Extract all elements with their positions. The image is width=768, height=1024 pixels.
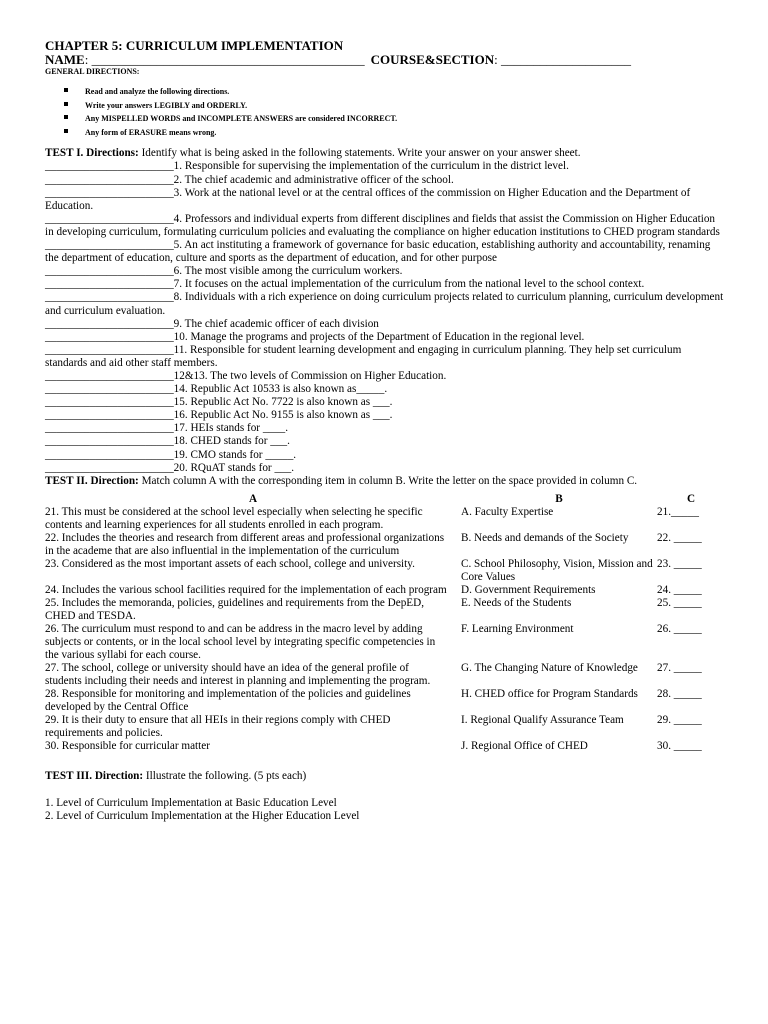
column-c-cell[interactable]: 28. _____ xyxy=(657,687,702,700)
bullet-square-icon xyxy=(64,102,68,106)
column-c-cell[interactable]: 30. _____ xyxy=(657,739,702,752)
answer-blank[interactable]: _______________________ xyxy=(45,186,174,199)
direction-item: Write your answers LEGIBLY and ORDERLY. xyxy=(64,99,725,113)
question-text: 17. HEIs stands for ____. xyxy=(173,422,289,435)
column-b-cell: E. Needs of the Students xyxy=(461,596,572,609)
question-text: 6. The most visible among the curriculum workers. xyxy=(173,265,403,278)
answer-blank[interactable]: _______________________ xyxy=(45,383,174,396)
column-b-cell: C. School Philosophy, Vision, Mission and Core Values xyxy=(461,557,653,583)
answer-blank[interactable]: _______________________ xyxy=(45,435,174,448)
test1-instruction: Identify what is being asked in the following statements. Write your answer on your answer sheet. xyxy=(141,147,581,160)
column-b-cell: F. Learning Environment xyxy=(461,622,574,635)
column-b-cell: H. CHED office for Program Standards xyxy=(461,687,638,700)
column-a-cell: 30. Responsible for curricular matter xyxy=(45,739,210,752)
test2-heading: TEST II. Direction: xyxy=(45,474,139,487)
question-text: 1. Responsible for supervising the implementation of the curriculum in the district level. xyxy=(173,160,569,173)
column-c-cell[interactable]: 27. _____ xyxy=(657,661,702,674)
answer-blank[interactable]: _______________________ xyxy=(45,448,174,461)
name-course-row xyxy=(45,53,725,67)
test1-question xyxy=(45,344,725,370)
test1-question xyxy=(45,174,725,187)
test1-directions xyxy=(45,147,725,160)
column-c-cell[interactable]: 24. _____ xyxy=(657,583,702,596)
matching-header-row xyxy=(45,493,725,506)
column-b-cell: J. Regional Office of CHED xyxy=(461,739,588,752)
question-text: 19. CMO stands for _____. xyxy=(173,448,297,461)
course-label: COURSE&SECTION xyxy=(370,52,495,67)
column-b-cell: G. The Changing Nature of Knowledge xyxy=(461,661,638,674)
question-text: 5. An act instituting a framework of governance for basic education, establishing authority and accountability, renaming the department of education, culture and sports as the department of education, and for other purpose xyxy=(45,239,711,265)
column-b-header: B xyxy=(555,492,563,505)
column-b-cell: B. Needs and demands of the Society xyxy=(461,531,629,544)
answer-blank[interactable]: _______________________ xyxy=(45,212,174,225)
test3-item: 1. Level of Curriculum Implementation at Basic Education Level xyxy=(45,796,337,809)
name-label: NAME xyxy=(45,52,85,67)
column-a-cell: 21. This must be considered at the school level especially when selecting he specific contents and learning experiences for all students enrolled in each program. xyxy=(45,505,423,531)
direction-item: Any MISPELLED WORDS and INCOMPLETE ANSWERS are considered INCORRECT. xyxy=(64,112,725,126)
matching-row xyxy=(45,532,725,558)
name-colon: : xyxy=(84,52,92,67)
question-text: 10. Manage the programs and projects of the Department of Education in the regional level. xyxy=(173,330,585,343)
matching-row xyxy=(45,623,725,662)
test1-question xyxy=(45,370,725,383)
column-a-cell: 26. The curriculum must respond to and can be address in the macro level by adding subjects or contents, or in the local school level by integrating specific competencies in the various syllabi for each course. xyxy=(45,622,436,661)
column-c-cell[interactable]: 29. _____ xyxy=(657,713,702,726)
matching-body xyxy=(45,506,725,753)
course-colon: : xyxy=(494,52,501,67)
test1-question xyxy=(45,422,725,435)
test1-question xyxy=(45,318,725,331)
directions-list xyxy=(45,85,725,139)
test1-section xyxy=(45,147,725,474)
question-text: 18. CHED stands for ___. xyxy=(173,435,290,448)
answer-blank[interactable]: _______________________ xyxy=(45,173,174,186)
column-c-cell[interactable]: 26. _____ xyxy=(657,622,702,635)
test1-question xyxy=(45,213,725,239)
test1-question xyxy=(45,239,725,265)
test1-question xyxy=(45,462,725,475)
answer-blank[interactable]: _______________________ xyxy=(45,422,174,435)
test1-question xyxy=(45,449,725,462)
bullet-square-icon xyxy=(64,115,68,119)
question-text: 16. Republic Act No. 9155 is also known as ___. xyxy=(173,409,393,422)
column-a-header: A xyxy=(248,492,258,505)
test1-question xyxy=(45,278,725,291)
matching-row xyxy=(45,740,725,753)
answer-blank[interactable]: _______________________ xyxy=(45,409,174,422)
answer-blank[interactable]: _______________________ xyxy=(45,369,174,382)
test2-instruction: Match column A with the corresponding item in column B. Write the letter on the space provided in column C. xyxy=(141,474,638,487)
answer-blank[interactable]: _______________________ xyxy=(45,343,174,356)
column-b-cell: A. Faculty Expertise xyxy=(461,505,554,518)
bullet-square-icon xyxy=(64,129,68,133)
test1-question xyxy=(45,160,725,173)
column-b-cell: D. Government Requirements xyxy=(461,583,596,596)
answer-blank[interactable]: _______________________ xyxy=(45,461,174,474)
answer-blank[interactable]: _______________________ xyxy=(45,291,174,304)
worksheet-page xyxy=(45,39,725,823)
matching-table xyxy=(45,493,725,753)
matching-row xyxy=(45,662,725,688)
bullet-square-icon xyxy=(64,88,68,92)
column-a-cell: 24. Includes the various school facilities required for the implementation of each program xyxy=(45,583,447,596)
test1-question xyxy=(45,265,725,278)
matching-row xyxy=(45,506,725,532)
course-line: ____________________ xyxy=(501,52,631,67)
answer-blank[interactable]: _______________________ xyxy=(45,396,174,409)
test3-section xyxy=(45,770,725,823)
test1-question xyxy=(45,396,725,409)
question-text: 14. Republic Act 10533 is also known as_____. xyxy=(173,383,388,396)
name-line: __________________________________________ xyxy=(91,52,365,67)
answer-blank[interactable]: _______________________ xyxy=(45,317,174,330)
answer-blank[interactable]: _______________________ xyxy=(45,239,174,252)
test3-directions xyxy=(45,770,725,783)
matching-row xyxy=(45,558,725,584)
answer-blank[interactable]: _______________________ xyxy=(45,160,174,173)
general-directions-label: GENERAL DIRECTIONS: xyxy=(45,67,140,76)
question-text: 8. Individuals with a rich experience on doing curriculum projects related to curriculum planning, curriculum development and curriculum evaluation. xyxy=(45,291,724,317)
column-c-header: C xyxy=(686,492,696,505)
question-text: 12&13. The two levels of Commission on Higher Education. xyxy=(173,369,447,382)
column-a-cell: 25. Includes the memoranda, policies, guidelines and requirements from the DepED, CHED and TESDA. xyxy=(45,596,425,622)
chapter-title: CHAPTER 5: CURRICULUM IMPLEMENTATION xyxy=(45,38,344,53)
test3-instruction: Illustrate the following. (5 pts each) xyxy=(145,769,307,782)
test3-heading: TEST III. Direction: xyxy=(45,769,144,782)
test2-directions xyxy=(45,475,725,488)
column-c-cell[interactable]: 23. _____ xyxy=(657,557,702,570)
column-b-cell: I. Regional Qualify Assurance Team xyxy=(461,713,624,726)
column-c-cell[interactable]: 22. _____ xyxy=(657,531,702,544)
question-text: 20. RQuAT stands for ___. xyxy=(173,461,295,474)
question-text: 4. Professors and individual experts from different disciplines and fields that assist the Commission on Higher Education in developing curriculum, formulating curriculum policies and evaluating the compliance on higher education institutions to CHED program standards xyxy=(45,212,720,238)
direction-item: Any form of ERASURE means wrong. xyxy=(64,126,725,140)
answer-blank[interactable]: _______________________ xyxy=(45,330,174,343)
question-text: 3. Work at the national level or at the central offices of the commission on Higher Education and the Department of Education. xyxy=(45,186,691,212)
test1-question xyxy=(45,187,725,213)
question-text: 7. It focuses on the actual implementation of the curriculum from the national level to the school context. xyxy=(173,278,645,291)
test1-question xyxy=(45,435,725,448)
test1-question xyxy=(45,409,725,422)
answer-blank[interactable]: _______________________ xyxy=(45,265,174,278)
matching-row xyxy=(45,688,725,714)
test3-items xyxy=(45,797,725,823)
test1-question xyxy=(45,331,725,344)
test2-section xyxy=(45,475,725,753)
column-a-cell: 28. Responsible for monitoring and implementation of the policies and guidelines developed by the Central Office xyxy=(45,687,411,713)
column-c-cell[interactable]: 25. _____ xyxy=(657,596,702,609)
test1-question xyxy=(45,291,725,317)
question-text: 9. The chief academic officer of each division xyxy=(173,317,379,330)
column-a-cell: 22. Includes the theories and research from different areas and professional organizations in the academe that are also influential in the implementation of the curriculum xyxy=(45,531,445,557)
test1-question xyxy=(45,383,725,396)
question-text: 11. Responsible for student learning development and engaging in curriculum planning. They help set curriculum standards and aid other staff members. xyxy=(45,343,682,369)
matching-row xyxy=(45,584,725,597)
test1-items xyxy=(45,160,725,474)
test1-heading: TEST I. Directions: xyxy=(45,147,139,160)
answer-blank[interactable]: _______________________ xyxy=(45,278,174,291)
column-a-cell: 27. The school, college or university should have an idea of the general profile of students including their needs and interest in planning and implementing the program. xyxy=(45,661,431,687)
column-c-cell[interactable]: 21._____ xyxy=(657,505,699,518)
matching-row xyxy=(45,714,725,740)
matching-row xyxy=(45,597,725,623)
column-a-cell: 23. Considered as the most important assets of each school, college and university. xyxy=(45,557,415,570)
column-a-cell: 29. It is their duty to ensure that all HEIs in their regions comply with CHED requirements and policies. xyxy=(45,713,391,739)
direction-item: Read and analyze the following directions. xyxy=(64,85,725,99)
test3-item: 2. Level of Curriculum Implementation at the Higher Education Level xyxy=(45,810,360,822)
question-text: 15. Republic Act No. 7722 is also known as ___. xyxy=(173,396,393,409)
question-text: 2. The chief academic and administrative officer of the school. xyxy=(173,173,454,186)
